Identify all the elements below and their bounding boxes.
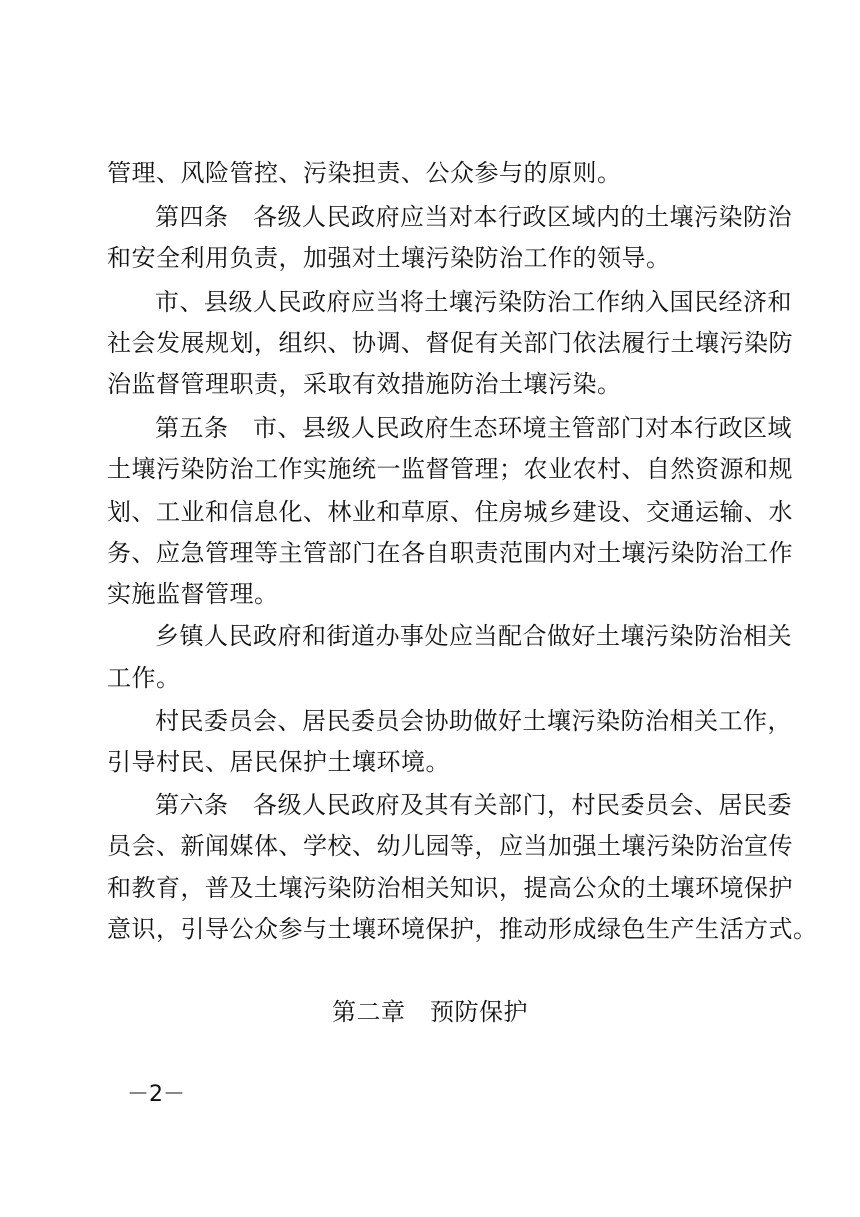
paragraph-line: 乡镇人民政府和街道办事处应当配合做好土壤污染防治相关 bbox=[155, 622, 792, 650]
text-line: 员会、新闻媒体、学校、幼儿园等，应当加强土壤污染防治宣传 bbox=[107, 832, 793, 860]
text-line: 管理、风险管控、污染担责、公众参与的原则。 bbox=[107, 159, 622, 187]
text-line: 和教育，普及土壤污染防治相关知识，提高公众的土壤环境保护 bbox=[107, 874, 793, 902]
text-line: 和安全利用负责，加强对土壤污染防治工作的领导。 bbox=[107, 244, 671, 272]
page-number: －2－ bbox=[127, 1082, 185, 1107]
text-line: 务、应急管理等主管部门在各自职责范围内对土壤污染防治工作 bbox=[107, 539, 793, 567]
chapter-heading: 第二章 预防保护 bbox=[332, 998, 528, 1026]
text-line: 土壤污染防治工作实施统一监督管理；农业农村、自然资源和规 bbox=[107, 455, 793, 483]
article-6-line: 第六条 各级人民政府及其有关部门，村民委员会、居民委 bbox=[155, 791, 792, 819]
article-5-line: 第五条 市、县级人民政府生态环境主管部门对本行政区域 bbox=[155, 414, 792, 442]
text-line: 意识，引导公众参与土壤环境保护，推动形成绿色生产生活方式。 bbox=[107, 915, 818, 943]
text-line: 引导村民、居民保护土壤环境。 bbox=[107, 748, 450, 776]
paragraph-line: 市、县级人民政府应当将土壤污染防治工作纳入国民经济和 bbox=[155, 288, 792, 316]
text-line: 治监督管理职责，采取有效措施防治土壤污染。 bbox=[107, 370, 622, 398]
text-line: 社会发展规划，组织、协调、督促有关部门依法履行土壤污染防 bbox=[107, 329, 793, 357]
text-line: 划、工业和信息化、林业和草原、住房城乡建设、交通运输、水 bbox=[107, 498, 793, 526]
text-line: 实施监督管理。 bbox=[107, 580, 279, 608]
text-line: 工作。 bbox=[107, 664, 181, 692]
paragraph-line: 村民委员会、居民委员会协助做好土壤污染防治相关工作， bbox=[155, 707, 792, 735]
article-4-line: 第四条 各级人民政府应当对本行政区域内的土壤污染防治 bbox=[155, 203, 792, 231]
